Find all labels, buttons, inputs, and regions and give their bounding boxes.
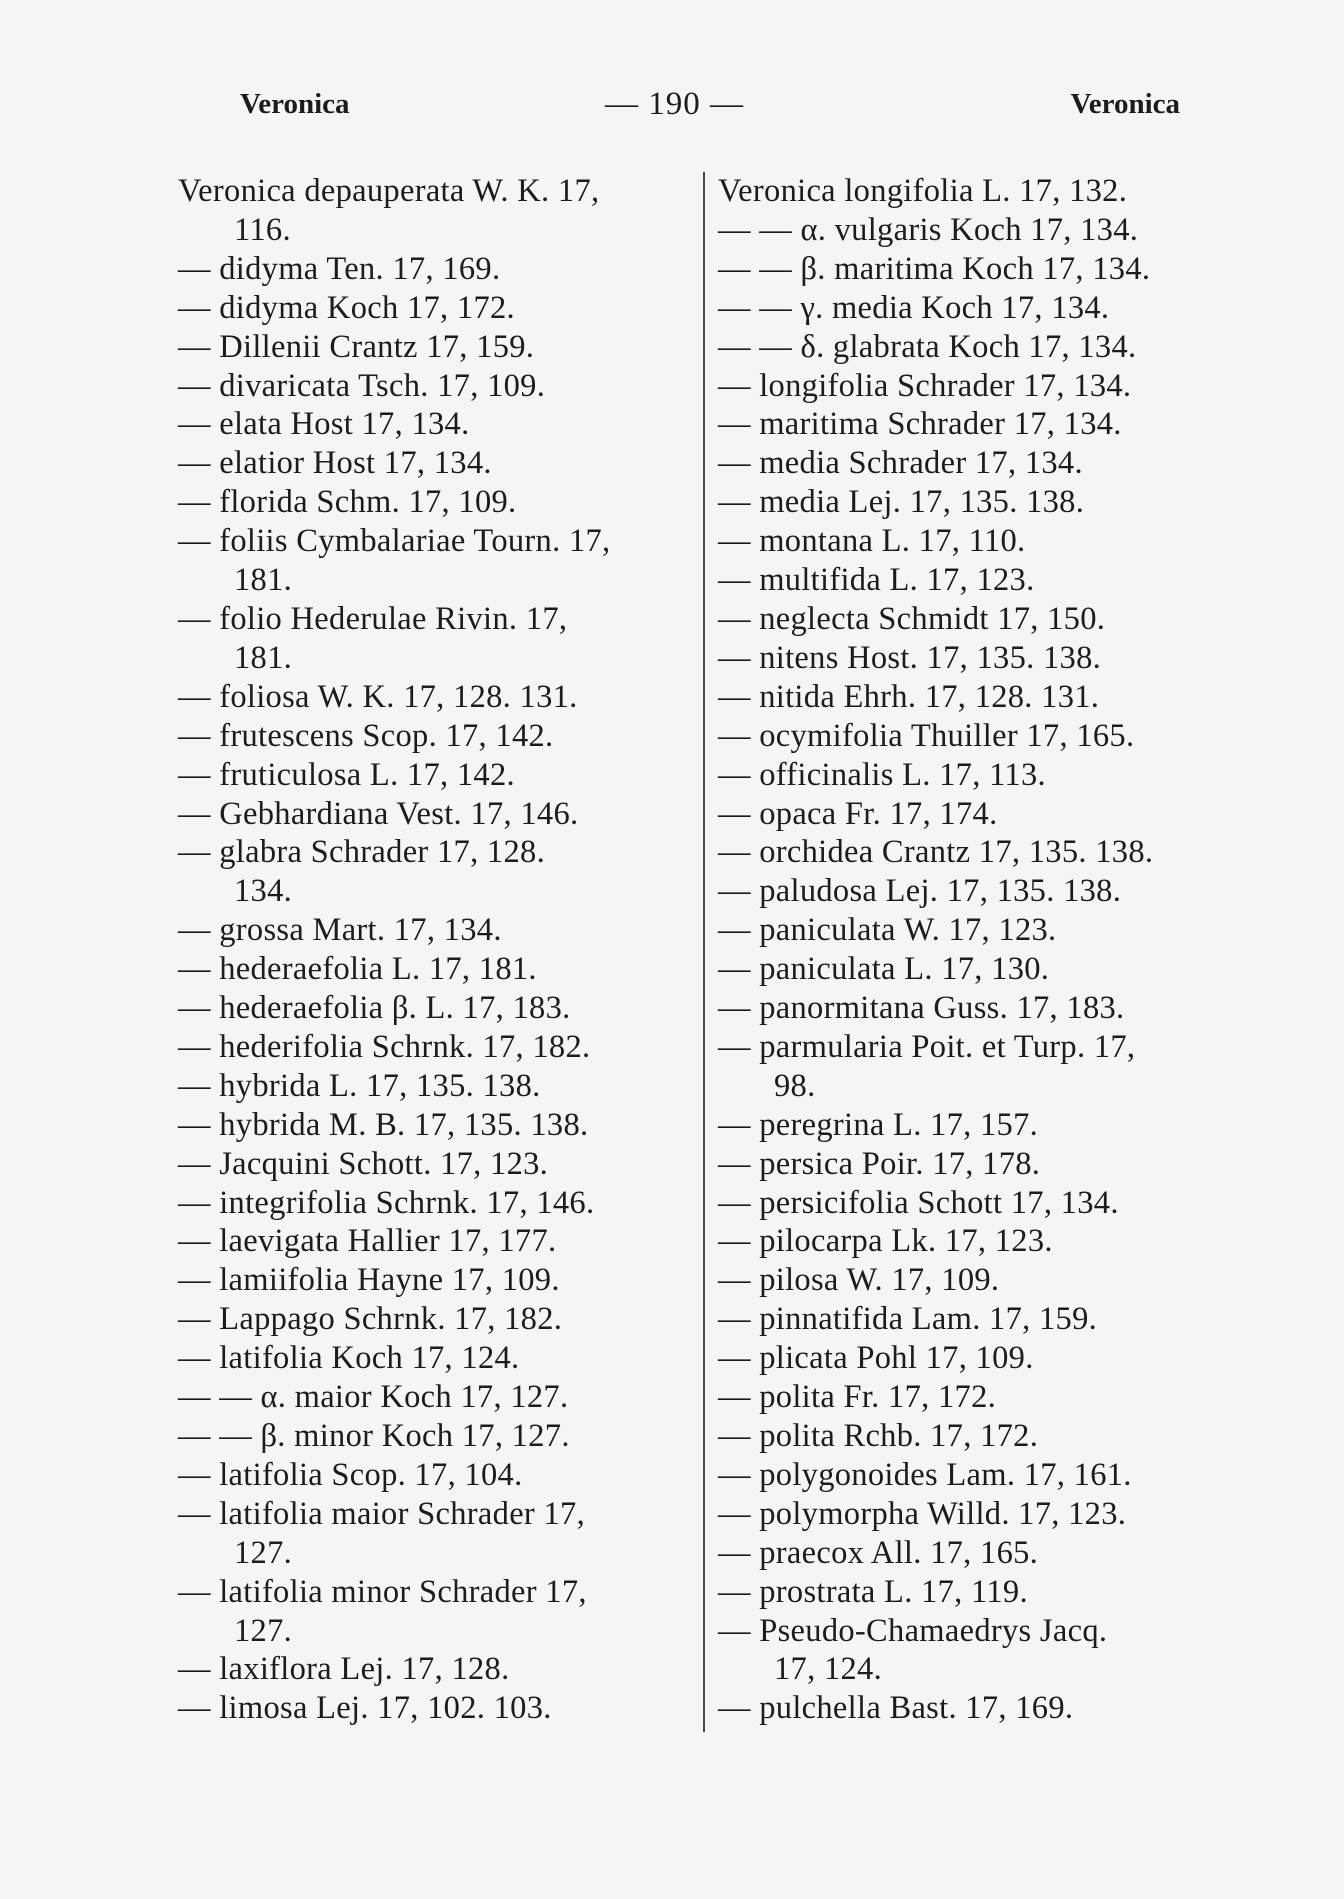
page-number: — 190 — [605, 86, 744, 122]
index-entry: — neglecta Schmidt 17, 150. [718, 600, 1106, 637]
index-entry: — pilosa W. 17, 109. [718, 1262, 1000, 1299]
index-entry: — latifolia Scop. 17, 104. [178, 1456, 523, 1493]
index-entry: — orchidea Crantz 17, 135. 138. [718, 834, 1154, 871]
index-entry: — hederaefolia β. L. 17, 183. [178, 990, 571, 1027]
index-entry: — fruticulosa L. 17, 142. [178, 756, 515, 793]
index-entry: Veronica depauperata W. K. 17, [178, 173, 600, 209]
index-entry: — folio Hederulae Rivin. 17, [178, 600, 568, 637]
index-entry: — latifolia minor Schrader 17, [178, 1573, 587, 1610]
index-entry: — persicifolia Schott 17, 134. [718, 1184, 1119, 1221]
index-entry: 17, 124. [774, 1651, 883, 1688]
index-entry: — pilocarpa Lk. 17, 123. [718, 1223, 1053, 1260]
index-entry: — frutescens Scop. 17, 142. [178, 717, 554, 754]
index-entry: — latifolia Koch 17, 124. [178, 1340, 520, 1377]
index-entry: — elata Host 17, 134. [178, 406, 470, 443]
index-entry: — Gebhardiana Vest. 17, 146. [178, 795, 579, 832]
index-entry: — Jacquini Schott. 17, 123. [178, 1145, 549, 1182]
running-header [240, 88, 1180, 136]
index-entry: — — β. minor Koch 17, 127. [178, 1418, 570, 1454]
index-entry: — nitida Ehrh. 17, 128. 131. [718, 678, 1100, 715]
index-entry: — foliosa W. K. 17, 128. 131. [178, 678, 578, 715]
index-entry: — limosa Lej. 17, 102. 103. [178, 1690, 552, 1727]
index-entry: — maritima Schrader 17, 134. [718, 406, 1122, 443]
index-entry: — paludosa Lej. 17, 135. 138. [718, 873, 1122, 910]
header-right-title: Veronica [1070, 88, 1180, 120]
index-entry: — glabra Schrader 17, 128. [178, 834, 545, 871]
index-entry: — paniculata L. 17, 130. [718, 951, 1050, 988]
index-entry: 127. [234, 1534, 293, 1571]
index-entry: — — δ. glabrata Koch 17, 134. [718, 328, 1137, 365]
column-divider [703, 172, 705, 1732]
index-entry: — integrifolia Schrnk. 17, 146. [178, 1184, 595, 1221]
index-entry: — polygonoides Lam. 17, 161. [718, 1456, 1132, 1493]
index-entry: — praecox All. 17, 165. [718, 1534, 1039, 1571]
index-column-left [178, 172, 698, 1728]
index-entry: — montana L. 17, 110. [718, 523, 1026, 560]
index-entry: Veronica longifolia L. 17, 132. [718, 173, 1128, 209]
index-entry: — media Schrader 17, 134. [718, 445, 1083, 482]
index-entry: — grossa Mart. 17, 134. [178, 912, 502, 949]
index-entry: — didyma Koch 17, 172. [178, 289, 515, 326]
index-entry: — didyma Ten. 17, 169. [178, 250, 501, 287]
index-entry: — multifida L. 17, 123. [718, 562, 1035, 599]
index-entry: 98. [774, 1067, 816, 1104]
index-entry: — polymorpha Willd. 17, 123. [718, 1495, 1127, 1532]
index-entry: — laxiflora Lej. 17, 128. [178, 1651, 510, 1688]
index-entry: — paniculata W. 17, 123. [718, 912, 1057, 949]
index-entry: — hederaefolia L. 17, 181. [178, 951, 537, 988]
index-entry: — Lappago Schrnk. 17, 182. [178, 1301, 563, 1338]
index-entry: — — α. maior Koch 17, 127. [178, 1379, 569, 1416]
index-entry: — longifolia Schrader 17, 134. [718, 367, 1132, 404]
index-entry: — lamiifolia Hayne 17, 109. [178, 1262, 560, 1299]
index-entry: — — α. vulgaris Koch 17, 134. [718, 211, 1139, 248]
header-left-title: Veronica [240, 88, 350, 120]
index-entry: — — β. maritima Koch 17, 134. [718, 250, 1151, 287]
index-entry: — media Lej. 17, 135. 138. [718, 484, 1085, 521]
index-entry: — hederifolia Schrnk. 17, 182. [178, 1028, 591, 1065]
index-entry: — officinalis L. 17, 113. [718, 756, 1046, 793]
index-entry: — prostrata L. 17, 119. [718, 1573, 1028, 1610]
index-entry: — hybrida M. B. 17, 135. 138. [178, 1106, 589, 1143]
index-entry: — Dillenii Crantz 17, 159. [178, 328, 535, 365]
index-entry: 116. [234, 211, 291, 248]
index-entry: — opaca Fr. 17, 174. [718, 795, 998, 832]
index-entry: — florida Schm. 17, 109. [178, 484, 517, 521]
index-entry: — peregrina L. 17, 157. [718, 1106, 1039, 1143]
index-entry: — persica Poir. 17, 178. [718, 1145, 1041, 1182]
index-entry: — polita Fr. 17, 172. [718, 1379, 997, 1416]
index-entry: — ocymifolia Thuiller 17, 165. [718, 717, 1135, 754]
index-entry: — pulchella Bast. 17, 169. [718, 1690, 1074, 1727]
index-entry: 127. [234, 1612, 293, 1649]
index-entry: — pinnatifida Lam. 17, 159. [718, 1301, 1098, 1338]
index-entry: — Pseudo-Chamaedrys Jacq. [718, 1612, 1108, 1649]
index-entry: — panormitana Guss. 17, 183. [718, 990, 1125, 1027]
index-entry: — plicata Pohl 17, 109. [718, 1340, 1034, 1377]
index-entry: — nitens Host. 17, 135. 138. [718, 639, 1102, 676]
index-entry: 181. [234, 639, 293, 676]
index-entry: — elatior Host 17, 134. [178, 445, 492, 482]
index-entry: — — γ. media Koch 17, 134. [718, 289, 1110, 326]
index-entry: — divaricata Tsch. 17, 109. [178, 367, 546, 404]
index-entry: — laevigata Hallier 17, 177. [178, 1223, 557, 1260]
index-entry: 134. [234, 873, 293, 910]
index-column-right [718, 172, 1238, 1728]
index-entry: — hybrida L. 17, 135. 138. [178, 1067, 541, 1104]
index-entry: — polita Rchb. 17, 172. [718, 1418, 1039, 1454]
index-entry: — foliis Cymbalariae Tourn. 17, [178, 523, 611, 560]
index-entry: — latifolia maior Schrader 17, [178, 1495, 585, 1532]
index-entry: — parmularia Poit. et Turp. 17, [718, 1028, 1136, 1065]
index-entry: 181. [234, 562, 293, 599]
